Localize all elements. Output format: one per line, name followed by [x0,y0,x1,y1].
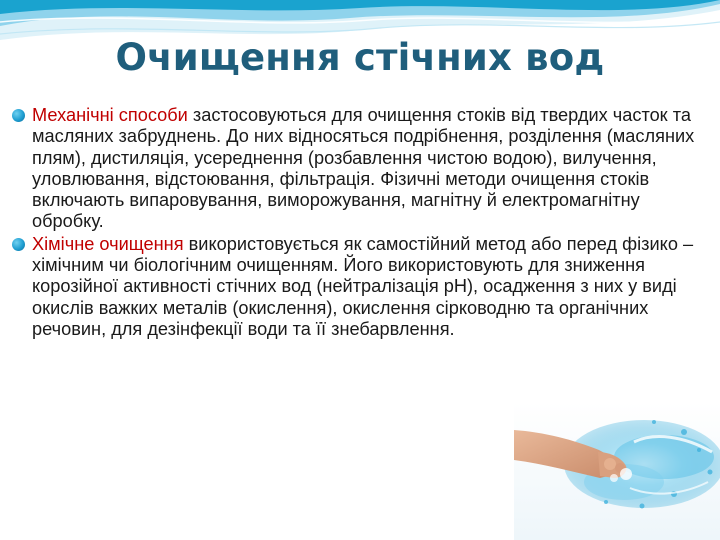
hand-water-splash-image [514,402,720,540]
blue-sphere-bullet-icon [12,109,25,122]
blue-sphere-bullet-icon [12,238,25,251]
slide-title: Очищення стічних вод [115,36,605,79]
bullet-mechanical-methods [8,105,714,233]
highlight-mechanical-methods: Механічні способи [32,105,188,125]
bullet-text-chemical-treatment: використовується як самостійний метод або перед фізико – хімічним чи біологічним очищенням. Його використовують для зниження корозійної активності стічних вод (нейтралізація pH), осадження з них у виді окислів важких металів (окислення), окислення сірководню та органічних речовин, для дезінфекції води та її знебарвлення. [32,233,694,339]
highlight-chemical-treatment: Хімічне очищення [32,233,184,254]
slide-body [8,105,714,341]
bullet-chemical-treatment [8,234,714,340]
bullet-text-mechanical-methods: застосовуються для очищення стоків від твердих часток та масляних забруднень. До них відносяться подрібнення, розділення (масляних плям), дистиляція, усереднення (розбавлення чистою водою), вилучення, уловлювання, відстоювання, фільтрація. Фізичні методи очищення стоків включають випаровування, виморожування, магнітну й електромагнітну обробку. [32,105,695,232]
